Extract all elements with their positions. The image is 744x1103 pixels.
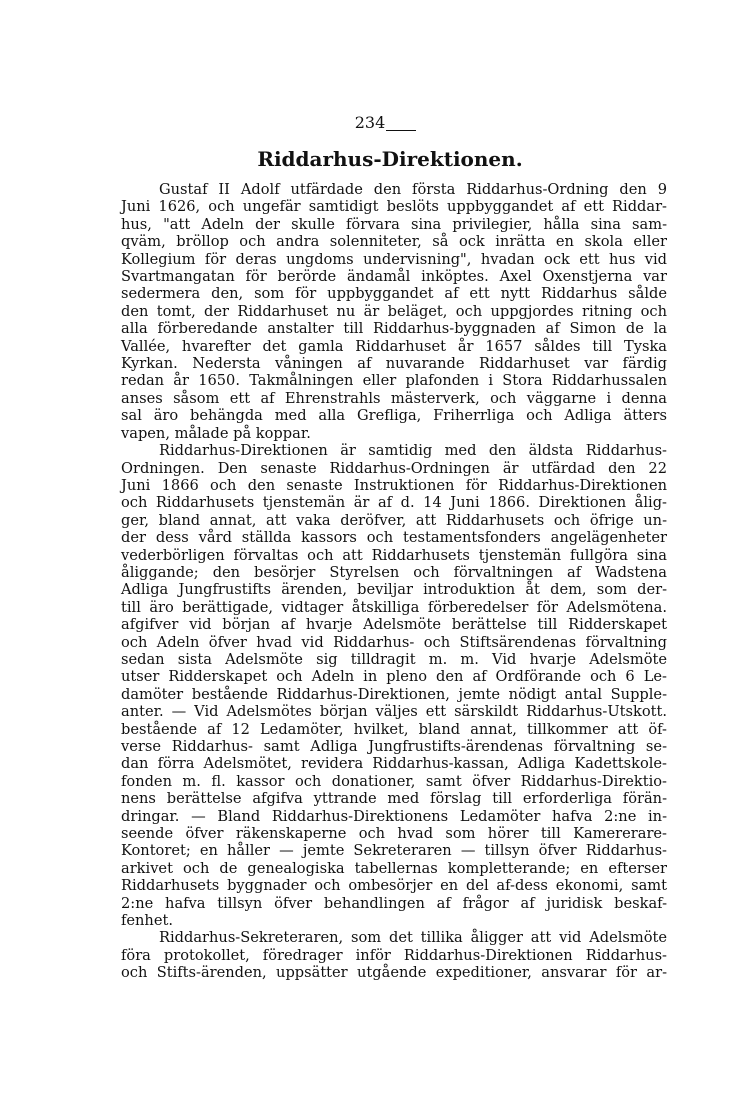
text-line: Gustaf II Adolf utfärdade den första Riddarhus-Ordning den 9: [159, 181, 667, 198]
text-line: Kyrkan. Nedersta våningen af nuvarande Riddarhuset var färdig: [121, 355, 667, 373]
text-line: Riddarhusets byggnader och ombesörjer en del af-dess ekonomi, samt: [121, 877, 667, 895]
text-line: anter. — Vid Adelsmötes början väljes ett särskildt Riddarhus-Utskott.: [121, 703, 667, 721]
text-line: Kollegium för deras ungdoms undervisning", hvadan ock ett hus vid: [121, 250, 667, 268]
text-line: föra protokollet, föredrager inför Riddarhus-Direktionen Riddarhus-: [121, 946, 667, 964]
text-line: der dess vård ställda kassors och testamentsfonders angelägenheter: [121, 529, 667, 547]
text-line: anses såsom ett af Ehrenstrahls mästerverk, och väggarne i denna: [121, 389, 667, 407]
text-line: vapen, målade på koppar.: [121, 424, 311, 442]
text-line: Svartmangatan för berörde ändamål inköptes. Axel Oxenstjerna var: [121, 268, 667, 286]
text-line: afgifver vid början af hvarje Adelsmöte berättelse till Ridderskapet: [121, 616, 667, 634]
page-number-underline: [386, 130, 416, 131]
text-line: Kontoret; en håller — jemte Sekreteraren — tillsyn öfver Riddarhus-: [121, 842, 667, 860]
text-line: sedan sista Adelsmöte sig tilldragit m. m. Vid hvarje Adelsmöte: [121, 650, 667, 668]
text-line: åliggande; den besörjer Styrelsen och förvaltningen af Wadstena: [121, 563, 667, 581]
text-line: verse Riddarhus- samt Adliga Jungfrustifts-ärendenas förvaltning se-: [121, 738, 667, 755]
text-line: sal äro behängda med alla Grefliga, Friherrliga och Adliga ätters: [121, 407, 667, 425]
body-text: [121, 181, 667, 982]
text-line: och Stifts-ärenden, uppsätter utgående expeditioner, ansvarar för ar-: [121, 964, 667, 982]
text-line: Juni 1626, och ungefär samtidigt beslöts uppbyggandet af ett Riddar-: [121, 198, 667, 216]
text-line: fonden m. fl. kassor och donationer, samt öfver Riddarhus-Direktio-: [121, 772, 667, 790]
text-line: redan år 1650. Takmålningen eller plafonden i Stora Riddarhussalen: [121, 372, 667, 390]
page-number: 234: [354, 113, 386, 132]
text-line: sedermera den, som för uppbyggandet af ett nytt Riddarhus sålde: [121, 285, 667, 303]
chapter-title: Riddarhus-Direktionen.: [257, 147, 523, 171]
text-line: Riddarhus-Direktionen är samtidig med den äldsta Riddarhus-: [159, 442, 667, 460]
text-line: och Adeln öfver hvad vid Riddarhus- och Stiftsärendenas förvaltning: [121, 633, 667, 651]
text-line: utser Ridderskapet och Adeln in pleno den af Ordförande och 6 Le-: [121, 668, 667, 686]
text-line: till äro berättigade, vidtager åtskilliga förberedelser för Adelsmötena.: [121, 598, 667, 616]
text-line: vederbörligen förvaltas och att Riddarhusets tjenstemän fullgöra sina: [121, 546, 667, 564]
text-line: alla förberedande anstalter till Riddarhus-byggnaden af Simon de la: [121, 320, 667, 338]
text-line: Vallée, hvarefter det gamla Riddarhuset år 1657 såldes till Tyska: [121, 337, 667, 355]
text-line: seende öfver räkenskaperne och hvad som hörer till Kamererare-: [121, 825, 667, 843]
text-line: 2:ne hafva tillsyn öfver behandlingen af frågor af juridisk beskaf-: [121, 894, 667, 912]
text-line: nens berättelse afgifva yttrande med förslag till erforderliga förän-: [121, 790, 667, 808]
text-line: arkivet och de genealogiska tabellernas kompletterande; en efterser: [121, 859, 667, 877]
text-line: hus, "att Adeln der skulle förvara sina privilegier, hålla sina sam-: [121, 215, 667, 233]
text-line: Juni 1866 och den senaste Instruktionen för Riddarhus-Direktionen: [121, 476, 667, 494]
text-line: fenhet.: [121, 912, 173, 930]
text-line: bestående af 12 Ledamöter, hvilket, bland annat, tillkommer att öf-: [121, 720, 667, 738]
text-line: Ordningen. Den senaste Riddarhus-Ordningen är utfärdad den 22: [121, 459, 667, 477]
text-line: qväm, bröllop och andra solenniteter, så ock inrätta en skola eller: [121, 233, 667, 251]
text-line: Adliga Jungfrustifts ärenden, beviljar introduktion åt dem, som der-: [121, 581, 667, 599]
text-line: och Riddarhusets tjenstemän är af d. 14 Juni 1866. Direktionen ålig-: [121, 494, 667, 512]
text-line: den tomt, der Riddarhuset nu är beläget, och uppgjordes ritning och: [121, 302, 667, 320]
text-line: Riddarhus-Sekreteraren, som det tillika åligger att vid Adelsmöte: [159, 929, 667, 947]
text-line: dan förra Adelsmötet, revidera Riddarhus-kassan, Adliga Kadettskole-: [121, 755, 667, 773]
text-line: damöter bestående Riddarhus-Direktionen, jemte nödigt antal Supple-: [121, 685, 667, 703]
text-line: ger, bland annat, att vaka deröfver, att Riddarhusets och öfrige un-: [121, 511, 667, 529]
text-line: dringar. — Bland Riddarhus-Direktionens Ledamöter hafva 2:ne in-: [121, 807, 667, 825]
